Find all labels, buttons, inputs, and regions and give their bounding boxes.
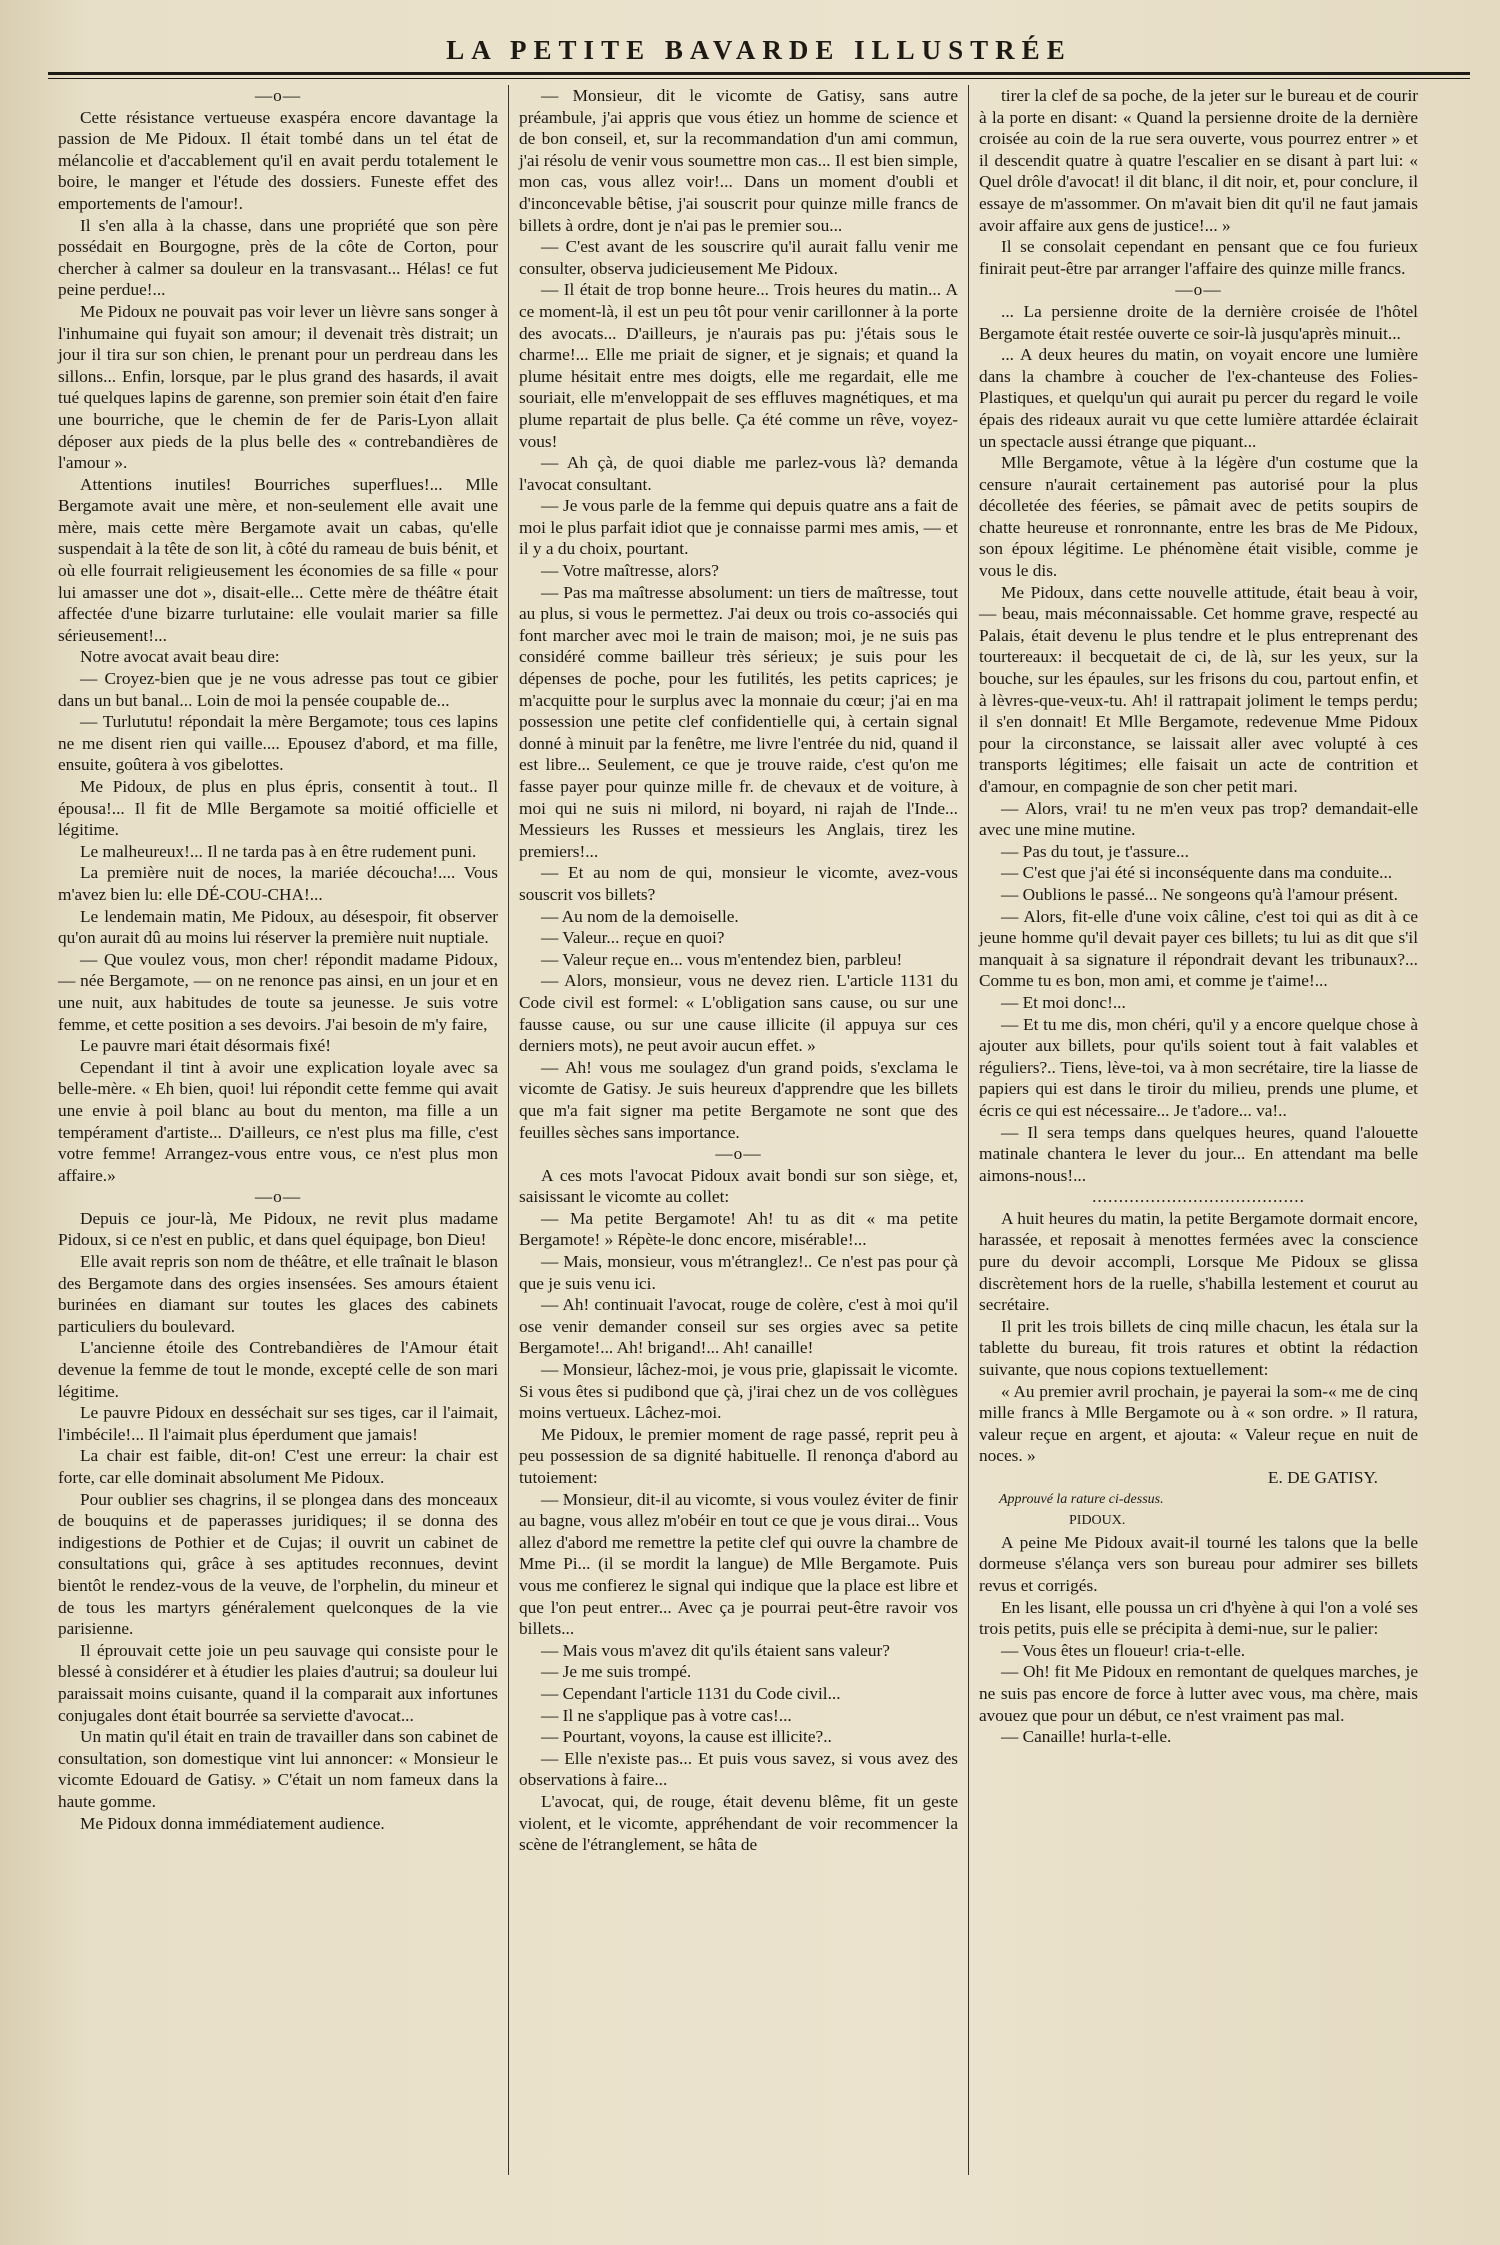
paragraph: « Au premier avril prochain, je payerai la som-« me de cinq mille francs à Mlle Bergamote ou à « son ordre. » Il ratura, valeur reçue en argent, et ajouta: « Valeur reçue en nuit de noces. » xyxy=(979,1381,1418,1466)
approval-signature: PIDOUX. xyxy=(1069,1513,1126,1529)
paragraph: — Mais, monsieur, vous m'étranglez!.. Ce n'est pas pour çà que je suis venu ici. xyxy=(519,1252,958,1293)
paragraph: — Je me suis trompé. xyxy=(541,1662,692,1682)
paragraph: — Monsieur, lâchez-moi, je vous prie, glapissait le vicomte. Si vous êtes si pudibond que çà, j'irai chez un de vos collègues moins vertueux. Lâchez-moi. xyxy=(519,1360,958,1423)
paragraph: Mlle Bergamote, vêtue à la légère d'un costume que la censure n'aurait certainement pas autorisé pour la plus décolletée des féeries, se pâmait avec de petits soupirs de chatte heureuse et ronronnante, entre les bras de Me Pidoux, son époux légitime. Le phénomène était visible, comme je vous le dis. xyxy=(979,453,1418,581)
section-separator: —o— xyxy=(254,1187,302,1207)
paragraph: — Valeur... reçue en quoi? xyxy=(541,928,725,948)
paragraph: Depuis ce jour-là, Me Pidoux, ne revit plus madame Pidoux, si ce n'est en public, et dans quel équipage, bon Dieu! xyxy=(58,1208,498,1250)
paragraph: Le malheureux!... Il ne tarda pas à en être rudement puni. xyxy=(80,841,477,861)
paragraph: Il éprouvait cette joie un peu sauvage qui consiste pour le blessé à considérer et à étudier les plaies d'autrui; sa douleur lui paraissait moins cuisante, quand il la comparait aux infortunes conjugales dont était bourrée sa serviette d'avocat... xyxy=(58,1640,498,1725)
paragraph: Il prit les trois billets de cinq mille chacun, les étala sur la tablette du bureau, fit trois ratures et obtint la rédaction suivante, que nous copions textuellement: xyxy=(979,1316,1418,1380)
paragraph: — Il sera temps dans quelques heures, quand l'alouette matinale chantera le lever du jour... En attendant ma belle aimons-nous!... xyxy=(979,1122,1418,1185)
paragraph: — Pas ma maîtresse absolument: un tiers de maîtresse, tout au plus, si vous le permettez. J'ai deux ou trois co-associés qui font marcher avec moi le train de maison; moi, je ne suis pas considéré comme bailleur très sérieux; je suis pour les dépenses de poche, pour les futilités, les petits caprices; je m'acquitte pour le surplus avec la monnaie du cœur; j'ai en ma possession une petite clef confidentielle qui, à certain signal donné à minuit par la fenêtre, me livre l'entrée du nid, quand il est libre... Seulement, ce que je trouve raide, c'est qu'on me fasse payer pour quinze mille fr. de chevaux et de voiture, à moi qui ne suis ni milord, ni boyard, ni rajah de l'Inde... Messieurs les Russes et messieurs les Anglais, tirez les premiers!... xyxy=(519,582,958,861)
columns xyxy=(48,85,1470,2175)
masthead-rule xyxy=(48,72,1470,79)
paragraph: Me Pidoux, le premier moment de rage passé, reprit peu à peu possession de sa dignité habituelle. Il renonça d'abord au tutoiement: xyxy=(519,1424,958,1487)
paragraph: — Mais vous m'avez dit qu'ils étaient sans valeur? xyxy=(541,1640,890,1660)
paragraph: — C'est que j'ai été si inconséquente dans ma conduite... xyxy=(1001,863,1393,883)
paragraph: A peine Me Pidoux avait-il tourné les talons que la belle dormeuse s'élança vers son bureau pour admirer ses billets revus et corrigés. xyxy=(979,1532,1418,1595)
paragraph: Pour oublier ses chagrins, il se plongea dans des monceaux de bouquins et de paperasses juridiques; il se donna des indigestions de Pothier et de Cujas; il ouvrit un cabinet de consultations qui, grâce à ses aptitudes reconnues, devint bientôt le rendez-vous de la veuve, de l'orphelin, du mineur et de tous les martyrs généralement quelconques de la vie parisienne. xyxy=(58,1489,498,1639)
paragraph: A ces mots l'avocat Pidoux avait bondi sur son siège, et, saisissant le vicomte au collet: xyxy=(519,1165,958,1207)
paragraph: — Et au nom de qui, monsieur le vicomte, avez-vous souscrit vos billets? xyxy=(519,863,958,904)
approval-note: Approuvé la rature ci-dessus. xyxy=(999,1491,1164,1507)
paragraph: — Que voulez vous, mon cher! répondit madame Pidoux, — née Bergamote, — on ne renonce pas ainsi, en un jour et en une nuit, aux habitudes de toute sa jeunesse. Je suis votre femme, et cette position a ses devoirs. J'ai besoin de m'y faire, xyxy=(58,949,498,1034)
paragraph: Il s'en alla à la chasse, dans une propriété que son père possédait en Bourgogne, près de la côte de Corton, pour chercher à calmer sa douleur en la transvasant... Hélas! ce fut peine perdue!... xyxy=(58,215,498,300)
paragraph: En les lisant, elle poussa un cri d'hyène à qui l'on a volé ses trois petits, puis elle se précipita à demi-nue, sur le palier: xyxy=(979,1597,1418,1639)
paragraph: — Oublions le passé... Ne songeons qu'à l'amour présent. xyxy=(1001,884,1398,904)
paragraph: Cette résistance vertueuse exaspéra encore davantage la passion de Me Pidoux. Il était tombé dans un tel état de mélancolie et d'accablement qu'il en avait perdu totalement le boire, le manger et l'étude des dossiers. Funeste effet des emportements de l'amour!. xyxy=(58,107,498,213)
paragraph: La première nuit de noces, la mariée découcha!.... Vous m'avez bien lu: elle DÉ-COU-CHA!... xyxy=(58,863,498,904)
dotted-separator: ........................................ xyxy=(1092,1187,1305,1207)
paragraph: Me Pidoux, dans cette nouvelle attitude, était beau à voir, — beau, mais méconnaissable. Cet homme grave, respecté au Palais, était devenu le plus tendre et le plus entreprenant des tourtereaux: il becquetait de ci, de là, sur les yeux, sur la bouche, sur les épaules, sur les frisons du cou, partout enfin, et à lèvres-que-veux-tu. Ah! il rattrapait joliment le temps perdu; il s'en donnait! Et Mlle Bergamote, redevenue Mme Pidoux pour la circonstance, se laissait aller avec volupté à ces transports légitimes; elle faisait un acte de contrition et d'amour, en compagnie de son cher petit mari. xyxy=(979,582,1418,796)
paragraph: — Je vous parle de la femme qui depuis quatre ans a fait de moi le plus parfait idiot que je connaisse parmi mes amis, — et il y a du choix, pourtant. xyxy=(519,496,958,559)
paragraph: — Et moi donc!... xyxy=(1001,992,1126,1012)
paragraph: Un matin qu'il était en train de travailler dans son cabinet de consultation, son domestique vint lui annoncer: « Monsieur le vicomte Edouard de Gatisy. » C'était un nom fameux dans la haute gomme. xyxy=(58,1727,498,1811)
paragraph: — Elle n'existe pas... Et puis vous savez, si vous avez des observations à faire... xyxy=(519,1748,958,1790)
paragraph: L'avocat, qui, de rouge, était devenu blême, fit un geste violent, et le vicomte, appréhendant de voir recommencer la scène de l'étranglement, se hâta de xyxy=(519,1791,958,1855)
masthead: LA PETITE BAVARDE ILLUSTRÉE xyxy=(446,35,1072,65)
section-separator: —o— xyxy=(254,86,302,105)
paragraph: — Vous êtes un floueur! cria-t-elle. xyxy=(1001,1640,1246,1660)
paragraph: tirer la clef de sa poche, de la jeter sur le bureau et de courir à la porte en disant: « Quand la persienne droite de la dernière croisée au coin de la rue sera ouverte, vous pourrez entrer » et il descendit quatre à quatre l'escalier en se disant à part lui: « Quel drôle d'avocat! il dit blanc, il dit noir, et, pour conclure, il essaye de m'assommer. On m'avait bien dit qu'il ne faut jamais avoir affaire aux gens de justice!... » xyxy=(979,86,1418,235)
paragraph: Me Pidoux, de plus en plus épris, consentit à tout.. Il épousa!... Il fit de Mlle Bergamote sa moitié officielle et légitime. xyxy=(58,777,498,840)
paragraph: Le pauvre mari était désormais fixé! xyxy=(80,1036,331,1056)
section-separator: —o— xyxy=(1175,280,1222,300)
paragraph: — Au nom de la demoiselle. xyxy=(541,906,739,926)
paragraph: — Turlututu! répondait la mère Bergamote; tous ces lapins ne me disent rien qui vaille.... Epousez d'abord, et ma fille, ensuite, goûtera à vos gibelottes. xyxy=(58,712,498,775)
paragraph: — Ma petite Bergamote! Ah! tu as dit « ma petite Bergamote! » Répète-le donc encore, misérable!... xyxy=(519,1208,958,1250)
paragraph: Notre avocat avait beau dire: xyxy=(80,647,280,667)
paragraph: — Et tu me dis, mon chéri, qu'il y a encore quelque chose à ajouter aux billets, pour qu'ils soient tout à fait valables et réguliers?.. Tiens, lève-toi, va à mon secrétaire, tire la liasse de papiers qui est dans le tiroir du milieu, prends une plume, et écris ce qui est nécessaire... Je t'adore... va!.. xyxy=(979,1014,1418,1120)
paragraph: — Alors, monsieur, vous ne devez rien. L'article 1131 du Code civil est formel: « L'obligation sans cause, ou sur une fausse cause, ou sur une cause illicite (il appuya sur ces derniers mots), ne peut avoir aucun effet. » xyxy=(519,971,958,1056)
paragraph: La chair est faible, dit-on! C'est une erreur: la chair est forte, car elle dominait absolument Me Pidoux. xyxy=(58,1446,498,1487)
paragraph: Attentions inutiles! Bourriches superflues!... Mlle Bergamote avait une mère, et non-seulement elle avait une mère, mais cette mère Bergamote avait un cabas, qu'elle suspendait à la tête de son lit, à côté du rameau de buis bénit, et où elle fourrait religieusement les économies de sa fille « pour lui amasser une dot », disait-elle... Cette mère de théâtre était affectée d'une bizarre turlutaine: elle voulait marier sa fille sérieusement!... xyxy=(58,474,498,645)
paragraph: — Il ne s'applique pas à votre cas!... xyxy=(541,1705,792,1725)
paragraph: Me Pidoux donna immédiatement audience. xyxy=(80,1813,385,1833)
paragraph: — Alors, vrai! tu ne m'en veux pas trop? demandait-elle avec une mine mutine. xyxy=(979,798,1418,840)
paragraph: — Pas du tout, je t'assure... xyxy=(1001,841,1189,861)
paragraph: L'ancienne étoile des Contrebandières de l'Amour était devenue la femme de tout le monde, excepté celle de son mari légitime. xyxy=(58,1338,498,1401)
paragraph: — Ah! continuait l'avocat, rouge de colère, c'est à moi qu'il ose venir demander conseil sur ses orgies avec sa petite Bergamote!... Ah! brigand!... Ah! canaille! xyxy=(519,1295,958,1358)
paragraph: A huit heures du matin, la petite Bergamote dormait encore, harassée, et reposait à menottes fermées avec la conscience pure du devoir accompli, Lorsque Me Pidoux se glissa discrètement hors de la ruelle, s'habilla lestement et courut au secrétaire. xyxy=(979,1208,1418,1315)
paragraph: — Ah! vous me soulagez d'un grand poids, s'exclama le vicomte de Gatisy. Je suis heureux d'apprendre que les billets que m'a fait signer ma petite Bergamote ne sont que des feuilles sèches sans importance. xyxy=(519,1057,958,1142)
paragraph: Le pauvre Pidoux en desséchait sur ses tiges, car il l'aimait, l'imbécile!... Il l'aimait plus éperdument que jamais! xyxy=(58,1403,498,1444)
paragraph: — Valeur reçue en... vous m'entendez bien, parbleu! xyxy=(541,949,903,969)
column-2 xyxy=(508,85,968,2175)
paragraph: — Oh! fit Me Pidoux en remontant de quelques marches, je ne suis pas encore de force à lutter avec vous, ma chère, mais avouez que pour un début, ce n'est vraiment pas mal. xyxy=(979,1662,1418,1725)
paragraph: — Monsieur, dit le vicomte de Gatisy, sans autre préambule, j'ai appris que vous étiez un homme de science et de bon conseil, et, sur la recommandation d'un ami commun, j'ai résolu de venir vous soumettre mon cas... Il est bien simple, mon cas, vous allez voir!... Dans un moment d'oubli et d'inconcevable bêtise, j'ai souscrit pour quinze mille francs de billets à ordre, dont je n'ai pas le premier sou... xyxy=(519,86,958,235)
paragraph: ... A deux heures du matin, on voyait encore une lumière dans la chambre à coucher de l'ex-chanteuse des Folies-Plastiques, et quelqu'un qui aurait pu percer du regard le voile épais des rideaux aurait vu que cette lumière attardée éclairait un spectacle aussi étrange que piquant... xyxy=(979,345,1418,451)
paragraph: Il se consolait cependant en pensant que ce fou furieux finirait peut-être par arranger l'affaire des quinze mille francs. xyxy=(979,237,1418,278)
paragraph: — Il était de trop bonne heure... Trois heures du matin... A ce moment-là, il est un peu tôt pour venir carillonner à la porte des avocats... D'ailleurs, je n'aurais pas pu: j'étais sous le charme!... Elle me priait de signer, et je signais; et quand la plume hésitait entre mes doigts, elle me regardait, elle me souriait, elle m'enveloppait de ses effluves magnétiques, et ma plume repartait de plus belle. Ça été comme un rêve, voyez-vous! xyxy=(519,280,958,451)
column-1 xyxy=(48,85,508,2175)
paragraph: — Monsieur, dit-il au vicomte, si vous voulez éviter de finir au bagne, vous allez m'obéir en tout ce que je vous dirai... Vous allez d'abord me remettre la petite clef qui ouvre la chambre de Mme Pi... (il se mordit la langue) de Mlle Bergamote. Puis vous me confierez le signal qui indique que la place est libre et que l'on peut entrer... Avec ça je pourrai peut-être ravoir vos billets... xyxy=(519,1489,958,1639)
paragraph: — Ah çà, de quoi diable me parlez-vous là? demanda l'avocat consultant. xyxy=(519,453,958,494)
paragraph: — Canaille! hurla-t-elle. xyxy=(1001,1727,1172,1747)
paragraph: — Alors, fit-elle d'une voix câline, c'est toi qui as dit à ce jeune homme qu'il devait payer ces billets; tu lui as dit que s'il manquait à sa signature il répondrait devant les tribunaux?... Comme tu es bon, mon ami, et comme je t'aime!... xyxy=(979,906,1418,991)
paragraph: — Votre maîtresse, alors? xyxy=(541,561,719,581)
paragraph: — Cependant l'article 1131 du Code civil... xyxy=(541,1683,841,1703)
paragraph: Me Pidoux ne pouvait pas voir lever un lièvre sans songer à l'inhumaine qui fuyait son amour; il devenait très distrait; un jour il tira sur son chien, le prenant pour un perdreau dans les sillons... Enfin, lorsque, par le plus grand des hasards, il avait tué quelques lapins de garenne, son premier soin était d'en faire une bourriche, que le chemin de fer de Paris-Lyon allait déposer aux pieds de la plus belle des « contrebandières de l'amour ». xyxy=(58,301,498,473)
paragraph: Elle avait repris son nom de théâtre, et elle traînait le blason des Bergamote dans des orgies insensées. Ses amours étaient burinées en diamant sur toutes les glaces des cabinets particuliers du boulevard. xyxy=(58,1252,498,1336)
paragraph: Le lendemain matin, Me Pidoux, au désespoir, fit observer qu'on aurait dû au moins lui réserver la première nuit nuptiale. xyxy=(58,906,498,948)
signature: E. DE GATISY. xyxy=(1267,1468,1378,1487)
paragraph: — Croyez-bien que je ne vous adresse pas tout ce gibier dans un but banal... Loin de moi la pensée coupable de... xyxy=(58,669,498,710)
paragraph: — C'est avant de les souscrire qu'il aurait fallu venir me consulter, observa judicieusement Me Pidoux. xyxy=(519,237,958,278)
section-separator: —o— xyxy=(715,1144,762,1164)
paragraph: ... La persienne droite de la dernière croisée de l'hôtel Bergamote était restée ouverte ce soir-là jusqu'après minuit... xyxy=(979,301,1418,343)
column-3 xyxy=(968,85,1428,2175)
paragraph: — Pourtant, voyons, la cause est illicite?.. xyxy=(541,1727,832,1747)
paragraph: Cependant il tint à avoir une explication loyale avec sa belle-mère. « Eh bien, quoi! lui répondit cette femme qui avait une envie à poil blanc au bout du menton, ma fille a un tempérament d'artiste... D'ailleurs, ce n'est plus ma fille, c'est votre femme! Arrangez-vous entre vous, ce n'est plus mon affaire.» xyxy=(58,1057,498,1185)
